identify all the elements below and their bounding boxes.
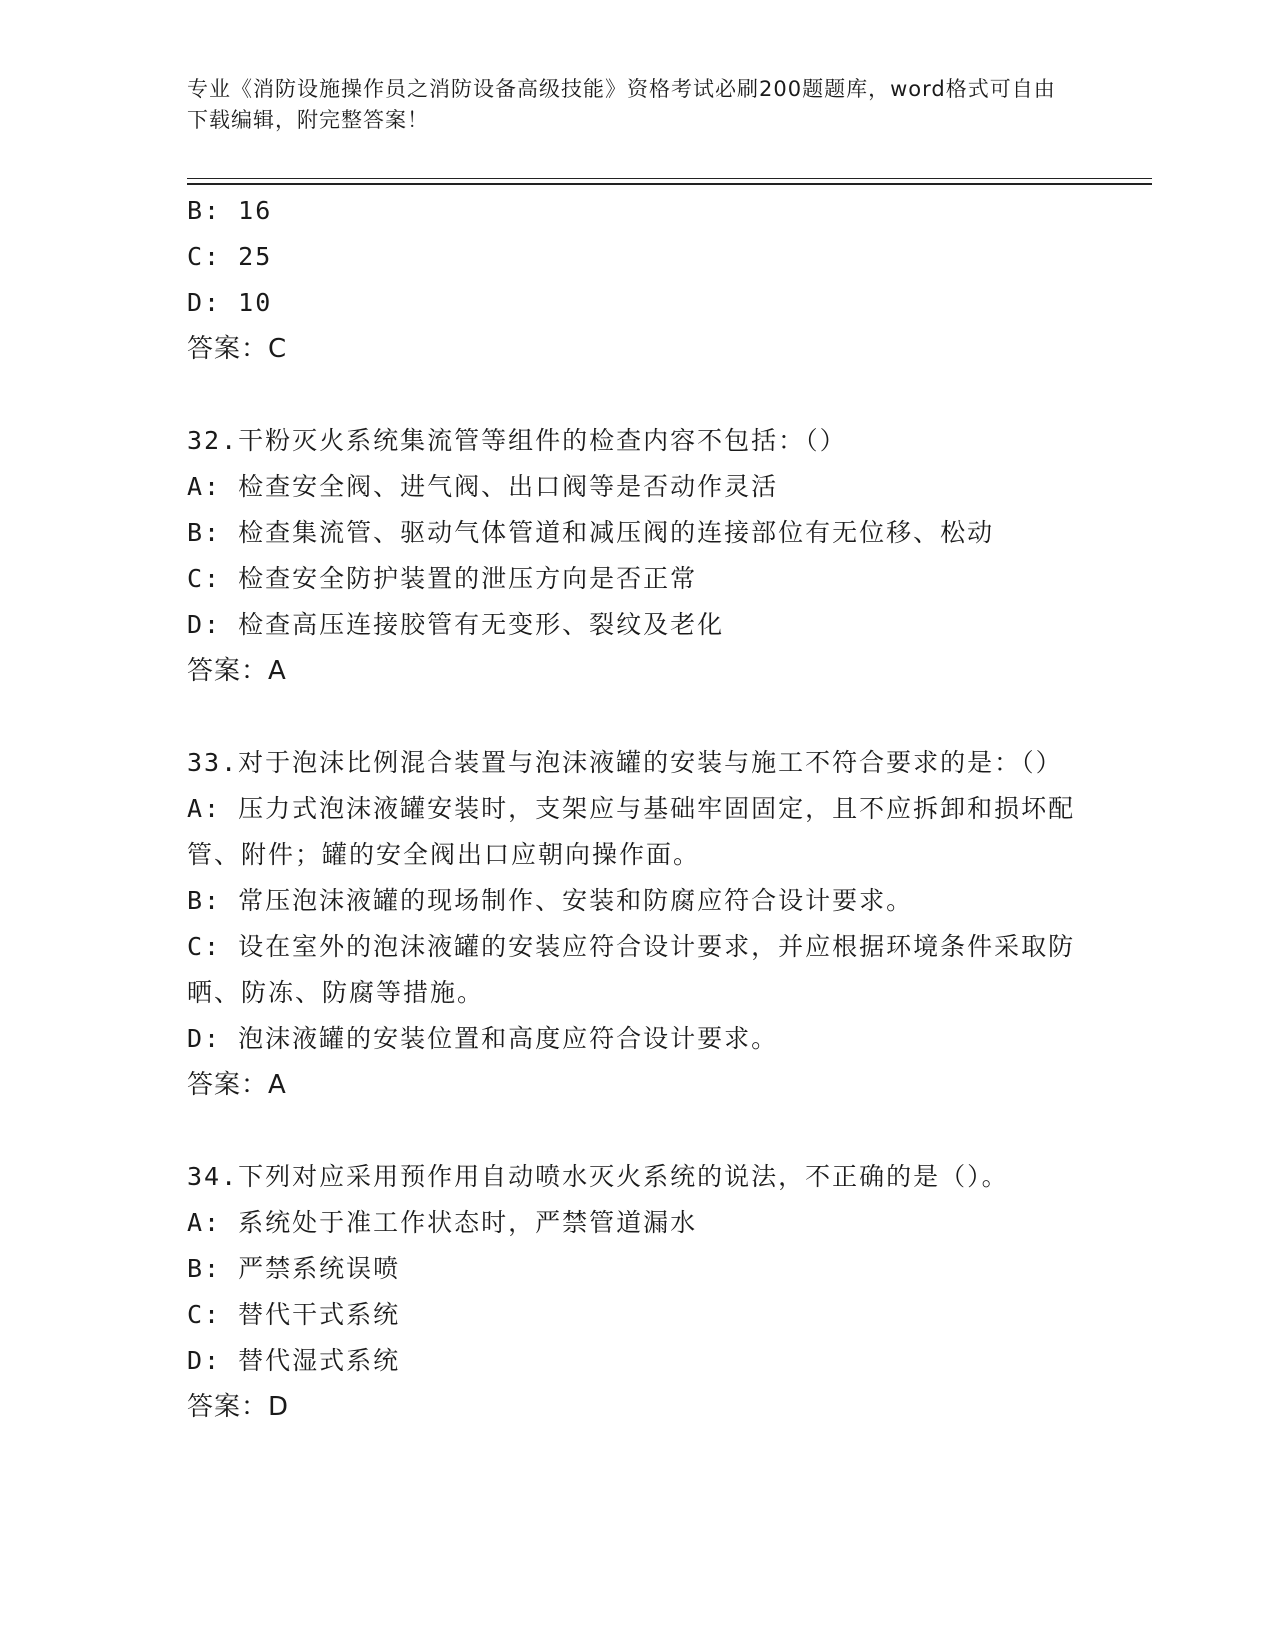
answer-line: 答案：A bbox=[187, 1070, 287, 1100]
option-d: D: 检查高压连接胶管有无变形、裂纹及老化 bbox=[187, 610, 725, 639]
option-b: B: 常压泡沫液罐的现场制作、安装和防腐应符合设计要求。 bbox=[187, 886, 914, 915]
header-rule-thin bbox=[187, 178, 1152, 179]
question-text: 32.干粉灭火系统集流管等组件的检查内容不包括：（） bbox=[187, 426, 847, 455]
option-a: A: 检查安全阀、进气阀、出口阀等是否动作灵活 bbox=[187, 472, 779, 501]
question-33 bbox=[187, 740, 1087, 1108]
option-a: A: 系统处于准工作状态时，严禁管道漏水 bbox=[187, 1208, 698, 1237]
option-d: D: 替代湿式系统 bbox=[187, 1346, 401, 1375]
question-34 bbox=[187, 1154, 1087, 1430]
question-text: 33.对于泡沫比例混合装置与泡沫液罐的安装与施工不符合要求的是：（） bbox=[187, 748, 1063, 777]
header-rule-thick bbox=[187, 183, 1152, 185]
previous-question-tail bbox=[187, 188, 1087, 372]
option-c: C: 25 bbox=[187, 242, 273, 271]
option-b: B: 严禁系统误喷 bbox=[187, 1254, 401, 1283]
option-a: A: 压力式泡沫液罐安装时，支架应与基础牢固固定，且不应拆卸和损坏配管、附件；罐的安全阀出口应朝向操作面。 bbox=[187, 794, 1076, 869]
option-c: C: 检查安全防护装置的泄压方向是否正常 bbox=[187, 564, 698, 593]
spacer bbox=[187, 694, 1087, 740]
option-c: C: 替代干式系统 bbox=[187, 1300, 401, 1329]
answer-line: 答案：C bbox=[187, 334, 288, 364]
option-d: D: 泡沫液罐的安装位置和高度应符合设计要求。 bbox=[187, 1024, 779, 1053]
question-text: 34.下列对应采用预作用自动喷水灭火系统的说法，不正确的是（）。 bbox=[187, 1162, 1009, 1191]
answer-line: 答案：D bbox=[187, 1392, 290, 1422]
question-content bbox=[187, 188, 1087, 1430]
option-b: B: 16 bbox=[187, 196, 273, 225]
option-b: B: 检查集流管、驱动气体管道和减压阀的连接部位有无位移、松动 bbox=[187, 518, 995, 547]
option-c: C: 设在室外的泡沫液罐的安装应符合设计要求，并应根据环境条件采取防晒、防冻、防腐等措施。 bbox=[187, 932, 1076, 1007]
question-32 bbox=[187, 418, 1087, 694]
spacer bbox=[187, 372, 1087, 418]
option-d: D: 10 bbox=[187, 288, 273, 317]
document-header: 专业《消防设施操作员之消防设备高级技能》资格考试必刷200题题库，word格式可自由下载编辑，附完整答案！ bbox=[187, 77, 1056, 132]
spacer bbox=[187, 1108, 1087, 1154]
answer-line: 答案：A bbox=[187, 656, 287, 686]
